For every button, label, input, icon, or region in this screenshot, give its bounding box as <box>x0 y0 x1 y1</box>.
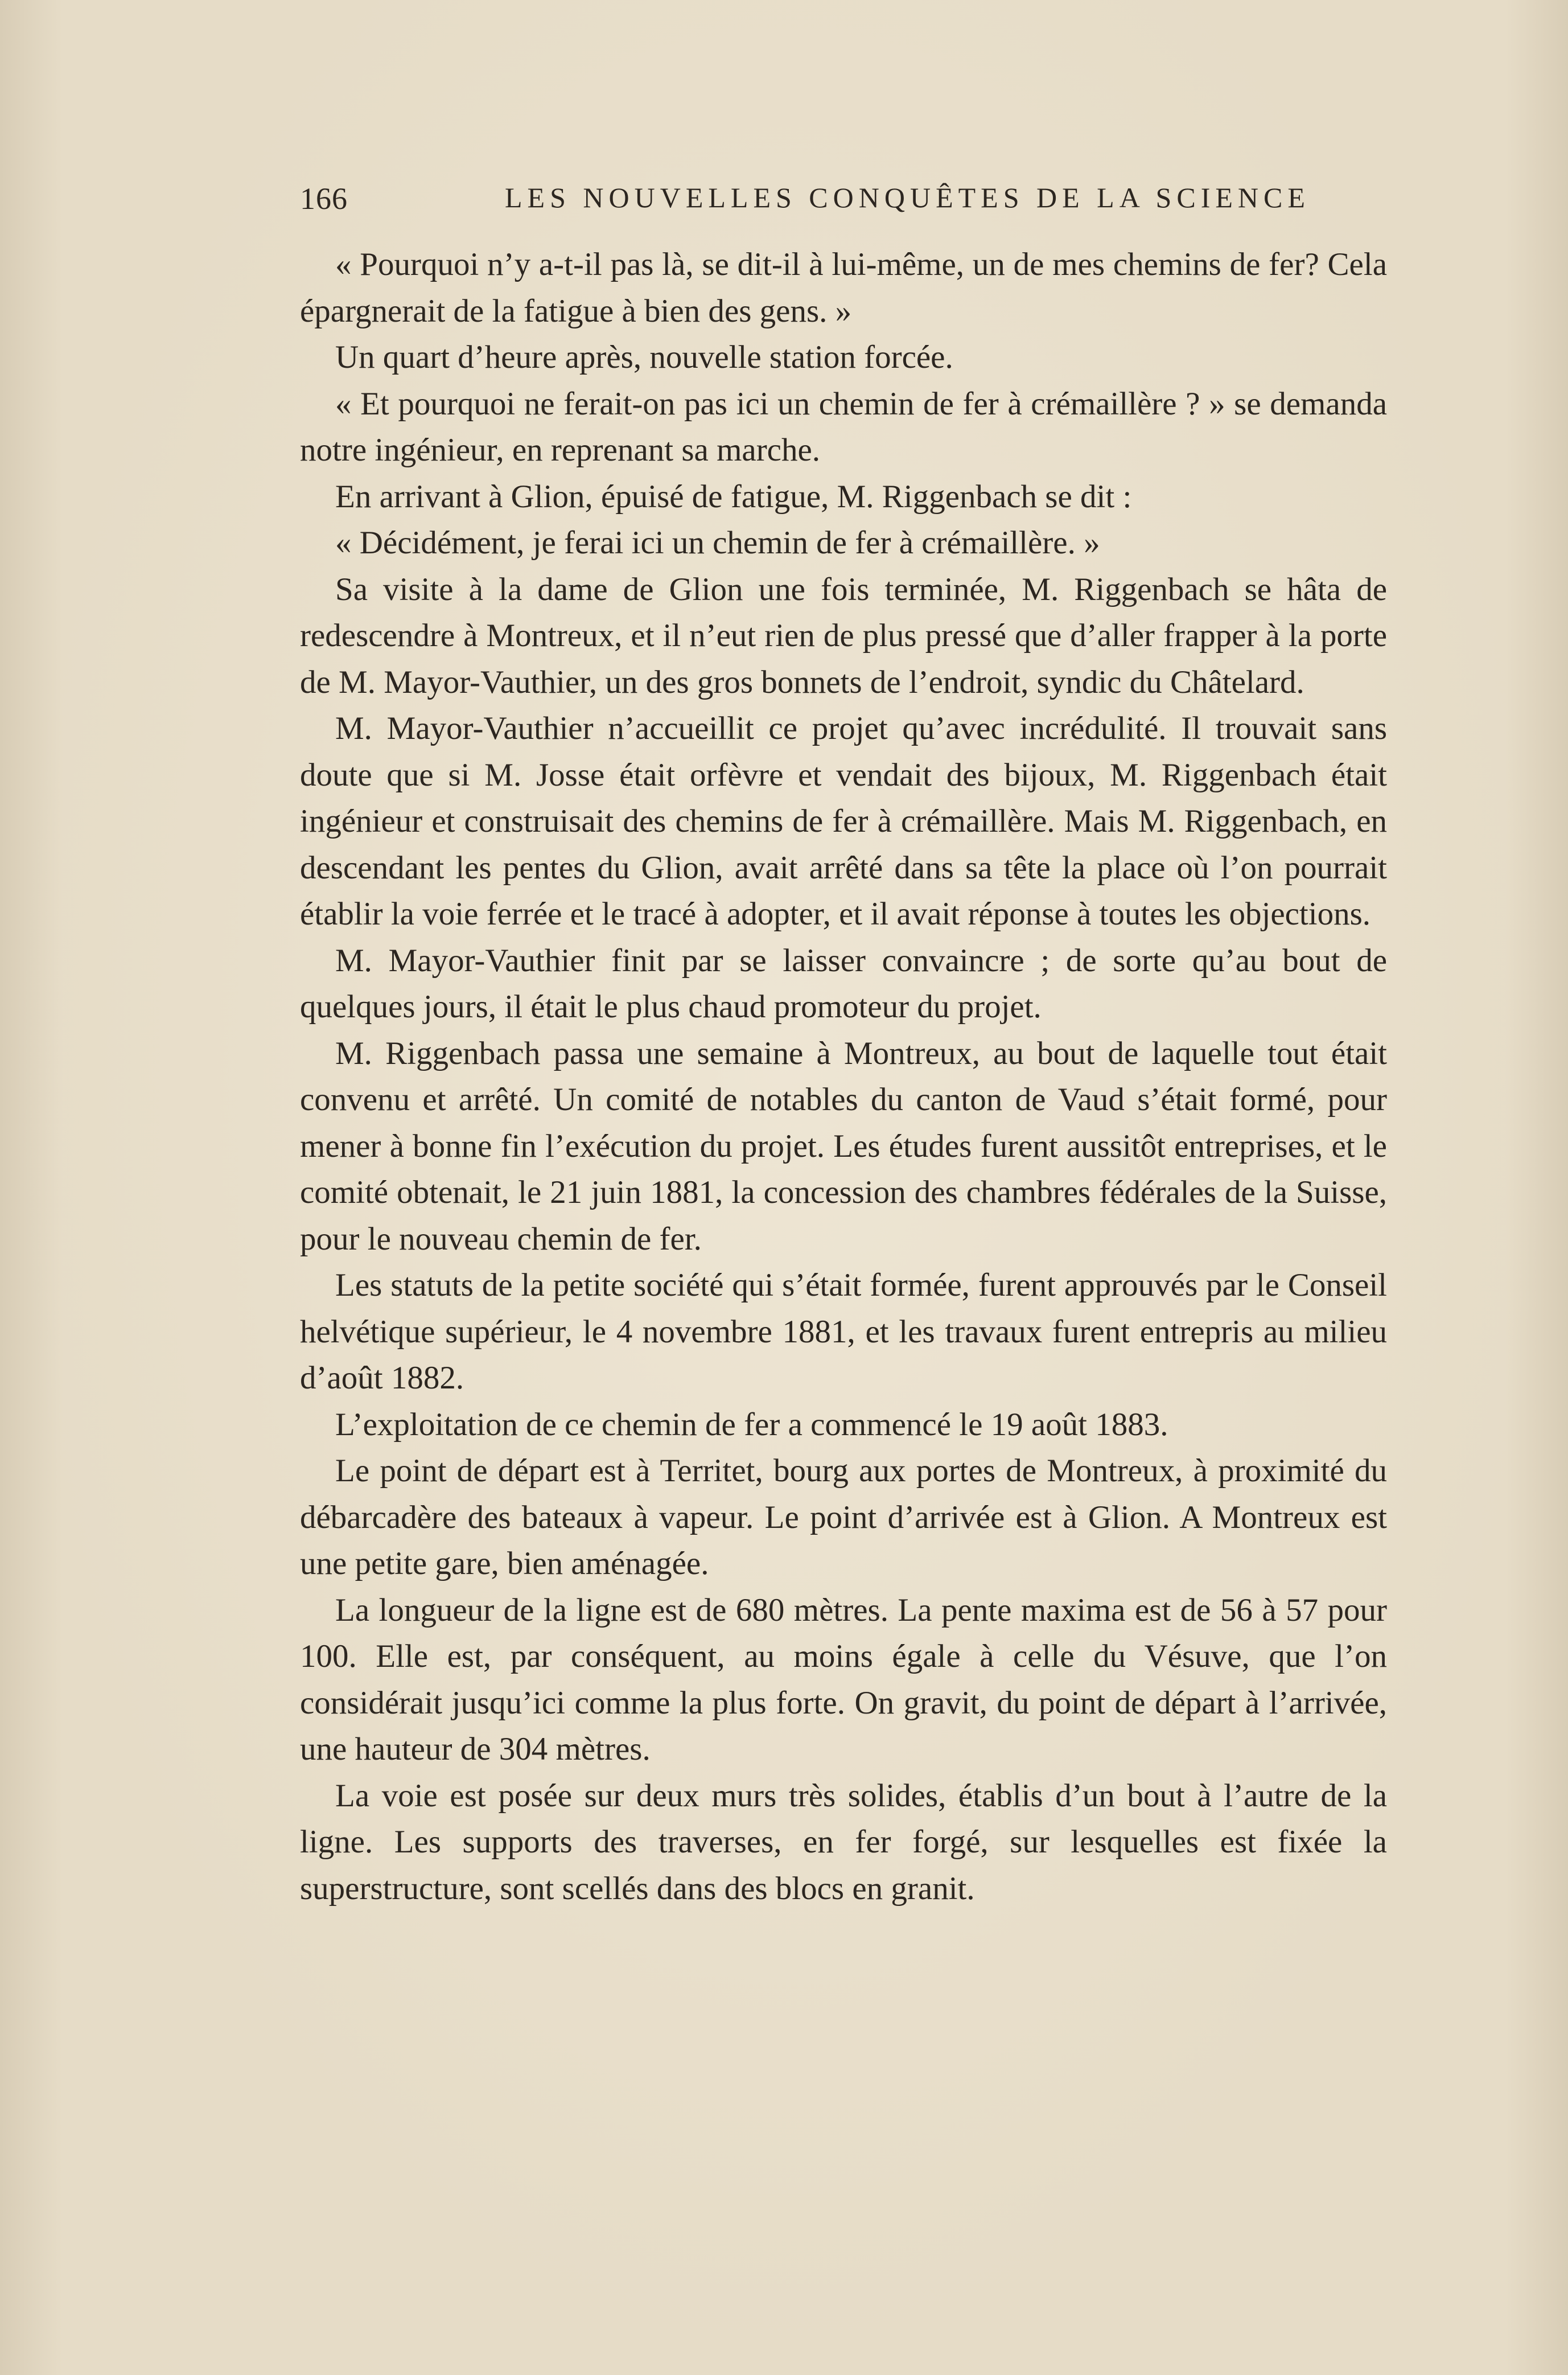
paragraph: M. Mayor-Vauthier finit par se laisser convaincre ; de sorte qu’au bout de quelques jours, il était le plus chaud promoteur du projet. <box>300 942 1387 1025</box>
paragraph: En arrivant à Glion, épuisé de fatigue, M. Riggenbach se dit : <box>335 478 1132 515</box>
paragraph: M. Riggenbach passa une semaine à Montreux, au bout de laquelle tout était convenu et arrêté. Un comité de notables du canton de Vaud s’était formé, pour mener à bonne fin l’exécution du projet. Les études furent aussitôt entreprises, et le comité obtenait, le 21 juin 1881, la concession des chambres fédérales de la Suisse, pour le nouveau chemin de fer. <box>300 1035 1387 1257</box>
running-title: LES NOUVELLES CONQUÊTES DE LA SCIENCE <box>505 182 1310 213</box>
paragraph: La voie est posée sur deux murs très solides, établis d’un bout à l’autre de la ligne. Les supports des traverses, en fer forgé, sur lesquelles est fixée la superstructure, sont scellés dans des blocs en granit. <box>300 1777 1387 1906</box>
paragraph: « Et pourquoi ne ferait-on pas ici un chemin de fer à crémaillère ? » se demanda notre ingénieur, en reprenant sa marche. <box>300 385 1387 468</box>
paragraph: Le point de départ est à Territet, bourg aux portes de Montreux, à proximité du débarcadère des bateaux à vapeur. Le point d’arrivée est à Glion. A Montreux est une petite gare, bien aménagée. <box>300 1453 1387 1581</box>
page-header <box>300 181 1387 227</box>
paragraph: « Pourquoi n’y a-t-il pas là, se dit-il à lui-même, un de mes chemins de fer? Cela épargnerait de la fatigue à bien des gens. » <box>300 246 1387 329</box>
page-number: 166 <box>300 182 348 216</box>
paragraph: La longueur de la ligne est de 680 mètres. La pente maxima est de 56 à 57 pour 100. Elle est, par conséquent, au moins égale à celle du Vésuve, que l’on considérait jusqu’ici comme la plus forte. On gravit, du point de départ à l’arrivée, une hauteur de 304 mètres. <box>300 1592 1387 1767</box>
paragraph: M. Mayor-Vauthier n’accueillit ce projet qu’avec incrédulité. Il trouvait sans doute que si M. Josse était orfèvre et vendait des bijoux, M. Riggenbach était ingénieur et construisait des chemins de fer à crémaillère. Mais M. Riggenbach, en descendant les pentes du Glion, avait arrêté dans sa tête la place où l’on pourrait établir la voie ferrée et le tracé à adopter, et il avait réponse à toutes les objections. <box>300 710 1387 932</box>
body-text <box>300 241 1387 1912</box>
paragraph: Un quart d’heure après, nouvelle station forcée. <box>335 339 953 375</box>
paragraph: L’exploitation de ce chemin de fer a commencé le 19 août 1883. <box>335 1406 1168 1443</box>
paragraph: Sa visite à la dame de Glion une fois terminée, M. Riggenbach se hâta de redescendre à Montreux, et il n’eut rien de plus pressé que d’aller frapper à la porte de M. Mayor-Vauthier, un des gros bonnets de l’endroit, syndic du Châtelard. <box>300 571 1387 700</box>
paragraph: Les statuts de la petite société qui s’était formée, furent approuvés par le Conseil helvétique supérieur, le 4 novembre 1881, et les travaux furent entrepris au milieu d’août 1882. <box>300 1267 1387 1396</box>
paragraph: « Décidément, je ferai ici un chemin de fer à crémaillère. » <box>335 525 1100 561</box>
